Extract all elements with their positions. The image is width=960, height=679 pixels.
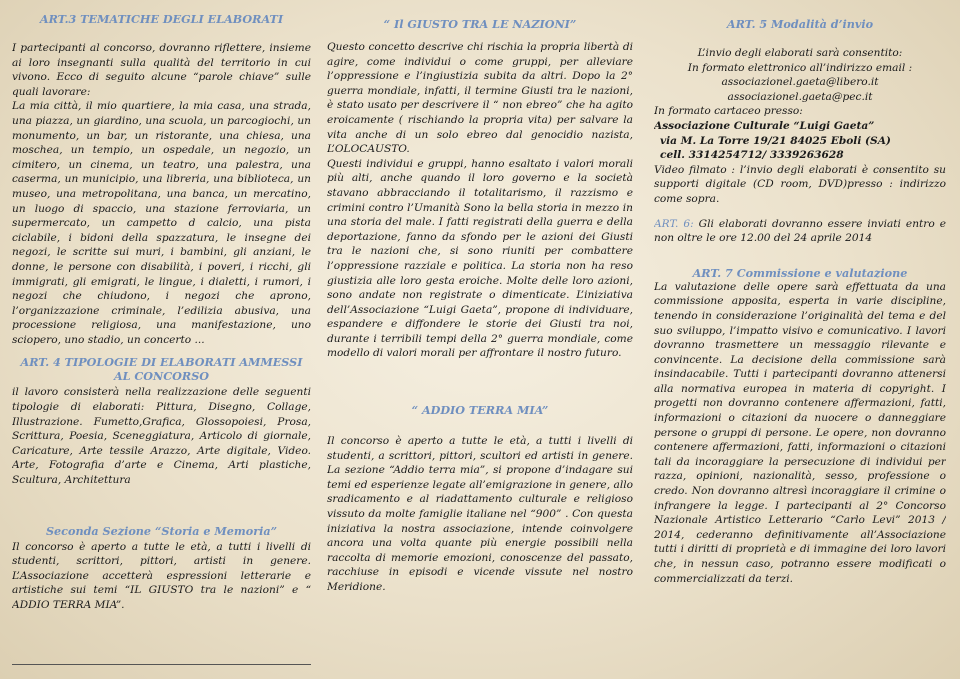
art5-heading: ART. 5 Modalità d’invio bbox=[726, 17, 874, 31]
column-left bbox=[12, 0, 311, 679]
art7-body: La valutazione delle opere sarà effettuata da una commissione apposita, esperta in varie discipline, tenendo in considerazione l’originalità del tema e del suo sviluppo, l’impatto visivo e comunicativo. I lavori dovranno trasmettere un messaggio rilevante e convincente. La decisione della commissione sarà insindacabile. Tutti i partecipanti dovranno attenersi alla normativa europea in materia di copyright. I progetti non dovranno contenere affermazioni, fatti, informazioni o citazioni da nuocere o danneggiare persone o gruppi di persone. Le opere, non dovranno contenere affermazioni, fatti, informazioni o citazioni tali da incoraggiare la persecuzione di individui per razza, opinioni, nazionalità, sesso, professione o credo. Non dovranno altresì incoraggiare il crimine o infrangere la legge. I partecipanti al 2° Concorso Nazionale Artistico Letterario “Carlo Levi” 2013 / 2014, cederanno definitivamente all’Associazione tutti i diritti di proprietà e di immagine dei loro lavori che, in nessun caso, potranno essere modificati o commercializzati da terzi. bbox=[654, 280, 946, 585]
addio-body: Il concorso è aperto a tutte le età, a tutti i livelli di studenti, a scrittori, pittori, scultori ed artisti in genere. La sezione “Addio terra mia”, si propone d’indagare sui temi ed esperienze legate all’emigrazione in genere, allo sradicamento e al riadattamento culturale e religioso vissuto da molte famiglie italiane nel “900” . Con questa iniziativa la nostra associazione, intende coinvolgere ancora una volta quante più energie possibili nella raccolta di memorie emozioni, conoscenze del passato, racchiuse in episodi e vicende vissute nel nostro Meridione. bbox=[327, 435, 633, 593]
association-name: Associazione Culturale “Luigi Gaeta” bbox=[654, 119, 875, 132]
giusto-paragraph-1: Questo concetto descrive chi rischia la propria libertà di agire, come individui o come gruppi, per alleviare l’oppressione e l’ingiustizia subita da altri. Dopo la 2° guerra mondiale, infatti, il termine Giusti tra le nazioni, è stato usato per descrivere il “ non ebreo” che ha agito eroicamente ( rischiando la propria vita) per salvare la vita anche di un solo ebreo dal genocidio nazista, L’OLOCAUSTO. bbox=[327, 41, 633, 156]
giusto-paragraph-2: Questi individui e gruppi, hanno esaltato i valori morali più alti, anche quando il loro governo e la società stavano abbracciando il totalitarismo, il razzismo e crimini contro l’Umanità Sono la bella storia in mezzo in una storia del male. I fatti registrati della guerra e della deportazione, fanno da sfondo per le azioni dei Giusti tra le nazioni che, si sono riuniti per combattere l’oppressione razziale e politica. La storia non ha reso giustizia alle loro gesta eroiche. Molte delle loro azioni, sono andate non registrate o dimenticate. L’iniziativa dell’Associazione “Luigi Gaeta”, propone di individuare, espandere e diffondere le storie dei Giusti tra noi, durante i terribili tempi della 2° guerra mondiale, come modello di valori morali per affrontare il nostro futuro. bbox=[327, 157, 633, 360]
email-pec: associazionel.gaeta@pec.it bbox=[727, 90, 873, 103]
art5-intro: L’invio degli elaborati sarà consentito: bbox=[697, 47, 903, 59]
art3-body: I partecipanti al concorso, dovranno riflettere, insieme ai loro insegnanti sulla qualità del territorio in cui vivono. Ecco di seguito alcune “parole chiave” sulle quali lavorare: bbox=[12, 42, 311, 98]
addio-heading: “ ADDIO TERRA MIA” bbox=[411, 403, 549, 418]
art7-heading: ART. 7 Commissione e valutazione bbox=[692, 265, 908, 280]
cartaceo-line: In formato cartaceo presso: bbox=[654, 105, 803, 118]
giusto-heading: “ Il GIUSTO TRA LE NAZIONI” bbox=[383, 17, 577, 31]
association-address: via M. La Torre 19/21 84025 Eboli (SA) bbox=[660, 134, 891, 147]
art5-email-line: In formato elettronico all’indirizzo email : bbox=[687, 61, 913, 74]
association-phone: cell. 3314254712/ 3339263628 bbox=[660, 149, 844, 162]
column-middle bbox=[327, 0, 633, 679]
email-libero: associazionel.gaeta@libero.it bbox=[721, 76, 879, 89]
section2-body: Il concorso è aperto a tutte le età, a tutti i livelli di studenti, scrittori, pittori, artisti in genere. L’Associazione accetterà espressioni letterarie e artistiche sui temi “IL GIUSTO tra le nazioni” e “ ADDIO TERRA MIA”. bbox=[12, 540, 311, 611]
section2-heading: Seconda Sezione “Storia e Memoria” bbox=[45, 523, 278, 538]
bottom-rule bbox=[12, 664, 311, 665]
art4-heading: ART. 4 TIPOLOGIE DI ELABORATI AMMESSI AL CONCORSO bbox=[20, 355, 303, 384]
art6-paragraph bbox=[654, 217, 946, 246]
art6-label: ART. 6: bbox=[654, 217, 694, 230]
art3-heading: ART.3 TEMATICHE DEGLI ELABORATI bbox=[39, 12, 284, 26]
column-right bbox=[654, 0, 946, 679]
art4-body: il lavoro consisterà nella realizzazione delle seguenti tipologie di elaborati: Pittura, Disegno, Collage, Illustrazione. Fumetto,Grafica, Glossopoiesi, Prosa, Scrittura, Poesia, Sceneggiatura, Articolo di giornale, Caricature, Arte tessile Arazzo, Arte digitale, Video. Arte, Fotografia d’arte e Cinema, Arti plastiche, Scultura, Architettura bbox=[12, 386, 311, 487]
video-instructions: Video filmato : l’invio degli elaborati è consentito su supporti digitale (CD room, DVD)presso : indirizzo come sopra. bbox=[654, 163, 946, 205]
art6-body: Gli elaborati dovranno essere inviati entro e non oltre le ore 12.00 del 24 aprile 2014 bbox=[654, 217, 946, 245]
art3-keyword-list: La mia città, il mio quartiere, la mia casa, una strada, una piazza, un giardino, una scuola, un parcogiochi, un monumento, un bar, un ristorante, una chiesa, una moschea, un tempio, un ospedale, un negozio, un cimitero, un cinema, un teatro, una palestra, una caserma, un municipio, una libreria, una biblioteca, un museo, una metropolitana, una banca, un mercatino, un luogo di spaccio, una stazione ferroviaria, un supermercato, un campetto d calcio, una pista ciclabile, i bidoni della spazzatura, le insegne dei negozi, le scritte sui muri, i bambini, gli anziani, le donne, le persone con disabilità, i poveri, i ricchi, gli immigrati, gli emigrati, le lingue, i dialetti, i rumori, i negozi che chiudono, i negozi che aprono, l’organizzazione criminale, l’edilizia abusiva, una processione religiosa, una manifestazione, uno sciopero, uno stadio, un concerto ... bbox=[12, 100, 311, 346]
